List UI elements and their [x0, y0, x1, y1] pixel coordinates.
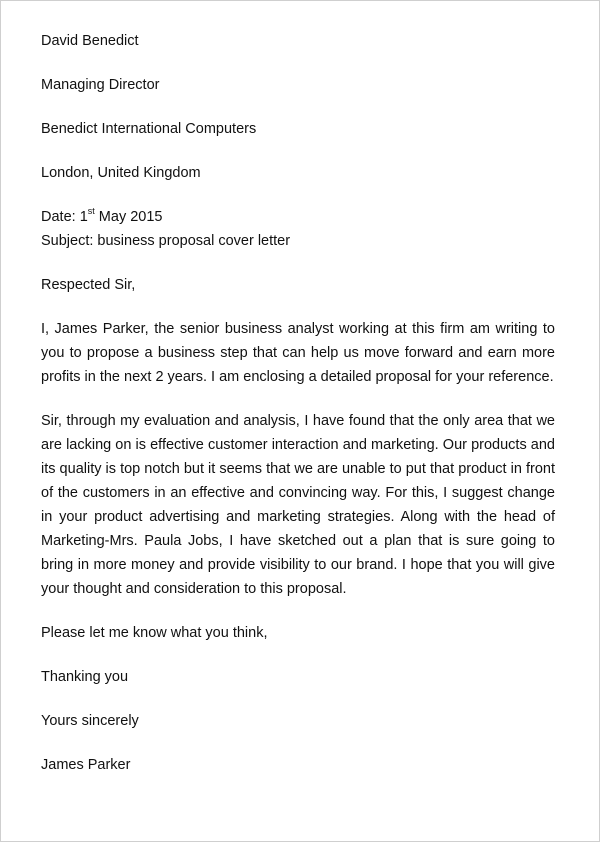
company-location: London, United Kingdom — [41, 165, 201, 181]
sender-name: David Benedict — [41, 33, 139, 49]
salutation: Respected Sir, — [41, 277, 136, 293]
paragraph-analysis: Sir, through my evaluation and analysis, I have found that the only area that we are lacking on is effective customer interaction and marketing. Our products and its quality is top notch but it seems that we are unable to put that product in front of the customers in an effective and convincing way. For this, I suggest change in your product advertising and marketing strategies. Along with the head of Marketing-Mrs. Paula Jobs, I have sketched out a plan that is sure going to bring in more money and provide visibility to our brand. I hope that you will give your thought and consideration to this proposal. — [41, 413, 555, 597]
date-label: Date: — [41, 209, 80, 225]
signoff-line: Yours sincerely — [41, 713, 139, 729]
date-suffix: st — [87, 206, 95, 217]
letter-subject: Subject: business proposal cover letter — [41, 233, 291, 249]
letter-body — [41, 29, 555, 777]
paragraph-introduction: I, James Parker, the senior business analyst working at this firm am writing to you to propose a business step that can help us move forward and earn more profits in the next 2 years. I am enclosing a detailed proposal for your reference. — [41, 321, 555, 385]
closing-request: Please let me know what you think, — [41, 625, 268, 641]
thanks-line: Thanking you — [41, 669, 129, 685]
letter-date — [41, 205, 555, 229]
signature-name: James Parker — [41, 757, 131, 773]
company-name: Benedict International Computers — [41, 121, 257, 137]
date-day: 1 — [79, 209, 88, 225]
date-rest: May 2015 — [94, 209, 163, 225]
sender-title: Managing Director — [41, 77, 160, 93]
